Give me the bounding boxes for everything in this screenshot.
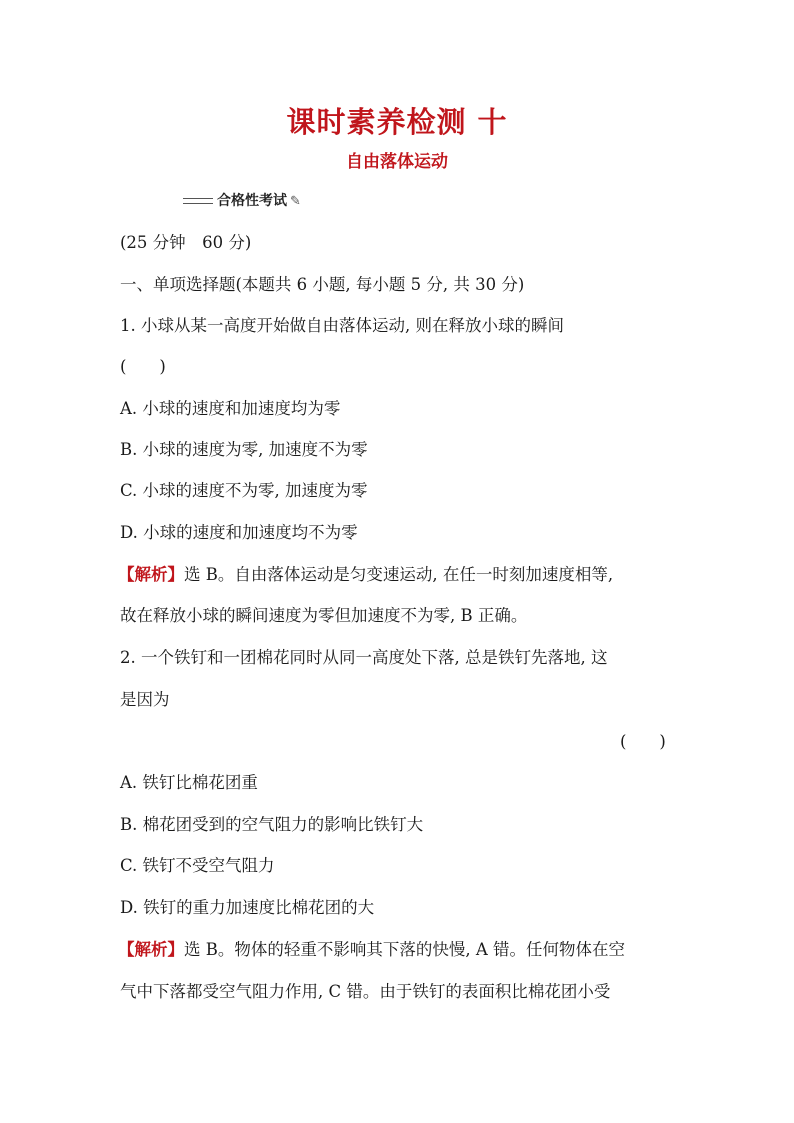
analysis-text: 选 B。物体的轻重不影响其下落的快慢, A 错。任何物体在空 — [184, 940, 626, 959]
analysis-label: 【解析】 — [118, 940, 184, 959]
question-1-analysis-cont: 故在释放小球的瞬间速度为零但加速度不为零, B 正确。 — [120, 606, 528, 625]
question-1-option-a: A. 小球的速度和加速度均为零 — [120, 399, 341, 418]
pencil-icon: ✎ — [290, 194, 301, 209]
page-title: 课时素养检测 十 — [286, 105, 508, 139]
question-1-stem: 1. 小球从某一高度开始做自由落体运动, 则在释放小球的瞬间 — [120, 316, 564, 335]
question-2-option-c: C. 铁钉不受空气阻力 — [120, 856, 275, 875]
question-2-option-b: B. 棉花团受到的空气阻力的影响比铁钉大 — [120, 815, 424, 834]
question-1-option-c: C. 小球的速度不为零, 加速度为零 — [120, 481, 368, 500]
question-1-option-d: D. 小球的速度和加速度均不为零 — [120, 523, 358, 542]
question-2-stem-cont: 是因为 — [120, 690, 170, 709]
section-tag — [183, 190, 301, 210]
section-label: 合格性考试 — [217, 193, 287, 209]
question-2-answer-paren: ( ) — [620, 732, 666, 751]
question-2-analysis — [118, 938, 625, 962]
question-2-stem: 2. 一个铁钉和一团棉花同时从同一高度处下落, 总是铁钉先落地, 这 — [120, 648, 608, 667]
question-2-option-a: A. 铁钉比棉花团重 — [120, 773, 258, 792]
double-rule-icon — [183, 198, 213, 204]
question-1-analysis — [118, 563, 613, 587]
part-heading: 一、单项选择题(本题共 6 小题, 每小题 5 分, 共 30 分) — [120, 275, 525, 294]
page-subtitle: 自由落体运动 — [346, 152, 448, 172]
question-1-option-b: B. 小球的速度为零, 加速度不为零 — [120, 440, 368, 459]
question-2-option-d: D. 铁钉的重力加速度比棉花团的大 — [120, 898, 375, 917]
time-score: (25 分钟 60 分) — [120, 233, 252, 252]
question-2-analysis-cont: 气中下落都受空气阻力作用, C 错。由于铁钉的表面积比棉花团小受 — [120, 982, 611, 1001]
analysis-label: 【解析】 — [118, 565, 184, 584]
question-1-answer-paren: ( ) — [120, 357, 166, 376]
analysis-text: 选 B。自由落体运动是匀变速运动, 在任一时刻加速度相等, — [184, 565, 614, 584]
